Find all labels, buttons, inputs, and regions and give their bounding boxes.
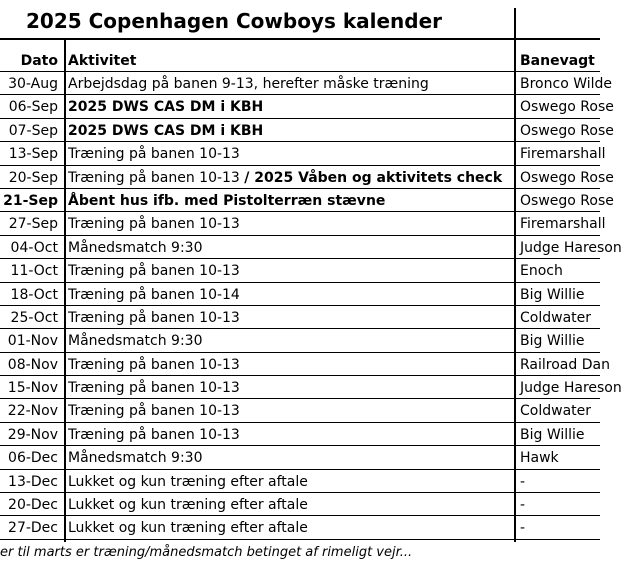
table-row bbox=[0, 189, 614, 212]
cell-dato[interactable]: 15-Nov bbox=[7, 380, 58, 397]
table-row bbox=[0, 95, 614, 118]
cell-aktivitet-text: 2025 DWS CAS DM i KBH bbox=[68, 99, 264, 116]
cell-aktivitet-text: Træning på banen 10-13 bbox=[68, 426, 240, 443]
cell-banevagt[interactable]: Big Willie bbox=[520, 333, 585, 350]
table-row bbox=[0, 470, 600, 493]
cell-aktivitet[interactable] bbox=[68, 259, 512, 281]
cell-banevagt[interactable]: Firemarshall bbox=[520, 216, 606, 233]
cell-dato[interactable]: 20-Sep bbox=[8, 169, 58, 186]
cell-dato[interactable]: 27-Sep bbox=[8, 216, 58, 233]
cell-banevagt[interactable]: Railroad Dan bbox=[520, 356, 610, 373]
table-row bbox=[0, 72, 613, 95]
cell-banevagt[interactable]: Judge Hareson bbox=[520, 239, 622, 256]
cell-banevagt[interactable]: Oswego Rose bbox=[520, 122, 614, 139]
cell-aktivitet[interactable] bbox=[68, 329, 512, 351]
cell-aktivitet[interactable] bbox=[68, 376, 512, 398]
cell-aktivitet-text: Træning på banen 10-13 bbox=[68, 403, 240, 420]
cell-banevagt[interactable]: Big Willie bbox=[520, 286, 585, 303]
cell-aktivitet[interactable] bbox=[68, 493, 512, 515]
table-row bbox=[0, 259, 600, 282]
cell-banevagt[interactable]: Coldwater bbox=[520, 309, 592, 326]
cell-dato[interactable]: 04-Oct bbox=[10, 239, 58, 256]
cell-banevagt[interactable]: Bronco Wilde bbox=[520, 76, 613, 92]
cell-dato[interactable]: 08-Nov bbox=[7, 356, 58, 373]
table-row bbox=[0, 119, 614, 142]
cell-aktivitet[interactable] bbox=[68, 236, 512, 258]
cell-dato[interactable]: 06-Dec bbox=[8, 450, 58, 467]
cell-dato[interactable]: 13-Dec bbox=[8, 473, 58, 490]
cell-aktivitet-text: Træning på banen 10-13 bbox=[68, 356, 240, 373]
cell-aktivitet-text: Månedsmatch 9:30 bbox=[68, 450, 203, 467]
cell-aktivitet[interactable] bbox=[68, 516, 512, 538]
cell-banevagt[interactable]: - bbox=[520, 497, 526, 514]
cell-dato[interactable]: 13-Sep bbox=[8, 146, 58, 163]
table-row bbox=[0, 142, 606, 165]
cell-aktivitet-text: Lukket og kun træning efter aftale bbox=[68, 520, 308, 537]
cell-aktivitet-text: Træning på banen 10-13 bbox=[68, 263, 240, 280]
cell-dato[interactable]: 07-Sep bbox=[8, 122, 58, 139]
calendar-rows bbox=[0, 72, 622, 540]
cell-banevagt[interactable]: Firemarshall bbox=[520, 146, 606, 163]
cell-aktivitet[interactable] bbox=[68, 166, 512, 188]
page-title: 2025 Copenhagen Cowboys kalender bbox=[26, 9, 443, 33]
cell-aktivitet[interactable] bbox=[68, 212, 512, 234]
table-row bbox=[0, 493, 600, 516]
table-row bbox=[0, 376, 622, 399]
cell-banevagt[interactable]: Oswego Rose bbox=[520, 99, 614, 116]
header-banevagt[interactable]: Banevagt bbox=[520, 53, 595, 69]
cell-banevagt[interactable]: Oswego Rose bbox=[520, 169, 614, 186]
cell-aktivitet[interactable] bbox=[68, 446, 512, 468]
cell-dato[interactable]: 20-Dec bbox=[8, 497, 58, 514]
cell-banevagt[interactable]: - bbox=[520, 520, 526, 537]
cell-banevagt[interactable]: Enoch bbox=[520, 263, 563, 280]
cell-aktivitet-text: Træning på banen 10-13 bbox=[68, 146, 240, 163]
cell-aktivitet[interactable] bbox=[68, 72, 512, 94]
header-dato[interactable]: Dato bbox=[20, 53, 58, 69]
table-row bbox=[0, 236, 622, 259]
cell-aktivitet[interactable] bbox=[68, 399, 512, 421]
cell-aktivitet-text: Månedsmatch 9:30 bbox=[68, 333, 203, 350]
cell-dato[interactable]: 01-Nov bbox=[7, 333, 58, 350]
cell-dato[interactable]: 29-Nov bbox=[7, 426, 58, 443]
header-row bbox=[0, 40, 600, 72]
cell-banevagt[interactable]: Oswego Rose bbox=[520, 192, 614, 209]
title-row bbox=[0, 8, 600, 40]
table-row bbox=[0, 353, 610, 376]
cell-aktivitet[interactable] bbox=[68, 283, 512, 305]
cell-banevagt[interactable]: Judge Hareson bbox=[520, 380, 622, 397]
cell-aktivitet-text: Arbejdsdag på banen 9-13, herefter måske træning bbox=[68, 76, 429, 92]
cell-aktivitet-text: Træning på banen 10-13 bbox=[68, 216, 240, 233]
table-row bbox=[0, 399, 600, 422]
cell-aktivitet-text: Træning på banen 10-14 bbox=[68, 286, 240, 303]
cell-dato[interactable]: 06-Sep bbox=[8, 99, 58, 116]
table-row bbox=[0, 306, 600, 329]
cell-aktivitet-text: Træning på banen 10-13 bbox=[68, 169, 245, 186]
cell-aktivitet[interactable] bbox=[68, 142, 512, 164]
table-row bbox=[0, 212, 606, 235]
cell-aktivitet-text: Træning på banen 10-13 bbox=[68, 380, 240, 397]
table-row bbox=[0, 329, 600, 352]
table-row bbox=[0, 283, 600, 306]
cell-aktivitet[interactable] bbox=[68, 306, 512, 328]
table-row bbox=[0, 516, 600, 539]
cell-dato[interactable]: 22-Nov bbox=[7, 403, 58, 420]
cell-dato[interactable]: 25-Oct bbox=[10, 309, 58, 326]
cell-banevagt[interactable]: - bbox=[520, 473, 526, 490]
cell-dato[interactable]: 30-Aug bbox=[8, 76, 58, 92]
cell-banevagt[interactable]: Coldwater bbox=[520, 403, 592, 420]
cell-aktivitet[interactable] bbox=[68, 470, 512, 492]
cell-dato[interactable]: 21-Sep bbox=[3, 192, 58, 209]
cell-aktivitet-extra: / 2025 Våben og aktivitets check bbox=[244, 169, 503, 186]
cell-aktivitet[interactable] bbox=[68, 95, 512, 117]
cell-aktivitet-text: Træning på banen 10-13 bbox=[68, 309, 240, 326]
cell-banevagt[interactable]: Hawk bbox=[520, 450, 559, 467]
table-row bbox=[0, 423, 600, 446]
cell-aktivitet[interactable] bbox=[68, 189, 512, 211]
table-row bbox=[0, 166, 614, 189]
cell-aktivitet[interactable] bbox=[68, 119, 512, 141]
cell-dato[interactable]: 27-Dec bbox=[8, 520, 58, 537]
cell-aktivitet-text: Lukket og kun træning efter aftale bbox=[68, 497, 308, 514]
cell-dato[interactable]: 11-Oct bbox=[10, 263, 58, 280]
cell-banevagt[interactable]: Big Willie bbox=[520, 426, 585, 443]
cell-aktivitet-text: Åbent hus ifb. med Pistolterræn stævne bbox=[68, 192, 386, 209]
cell-aktivitet-text: 2025 DWS CAS DM i KBH bbox=[68, 122, 264, 139]
header-aktivitet[interactable]: Aktivitet bbox=[68, 53, 137, 69]
title-divider bbox=[514, 8, 516, 38]
footnote: er til marts er træning/månedsmatch betinget af rimeligt vejr... bbox=[0, 545, 413, 560]
table-row bbox=[0, 446, 600, 469]
cell-dato[interactable]: 18-Oct bbox=[10, 286, 58, 303]
cell-aktivitet-text: Månedsmatch 9:30 bbox=[68, 239, 203, 256]
cell-aktivitet[interactable] bbox=[68, 353, 512, 375]
cell-aktivitet[interactable] bbox=[68, 423, 512, 445]
cell-aktivitet-text: Lukket og kun træning efter aftale bbox=[68, 473, 308, 490]
